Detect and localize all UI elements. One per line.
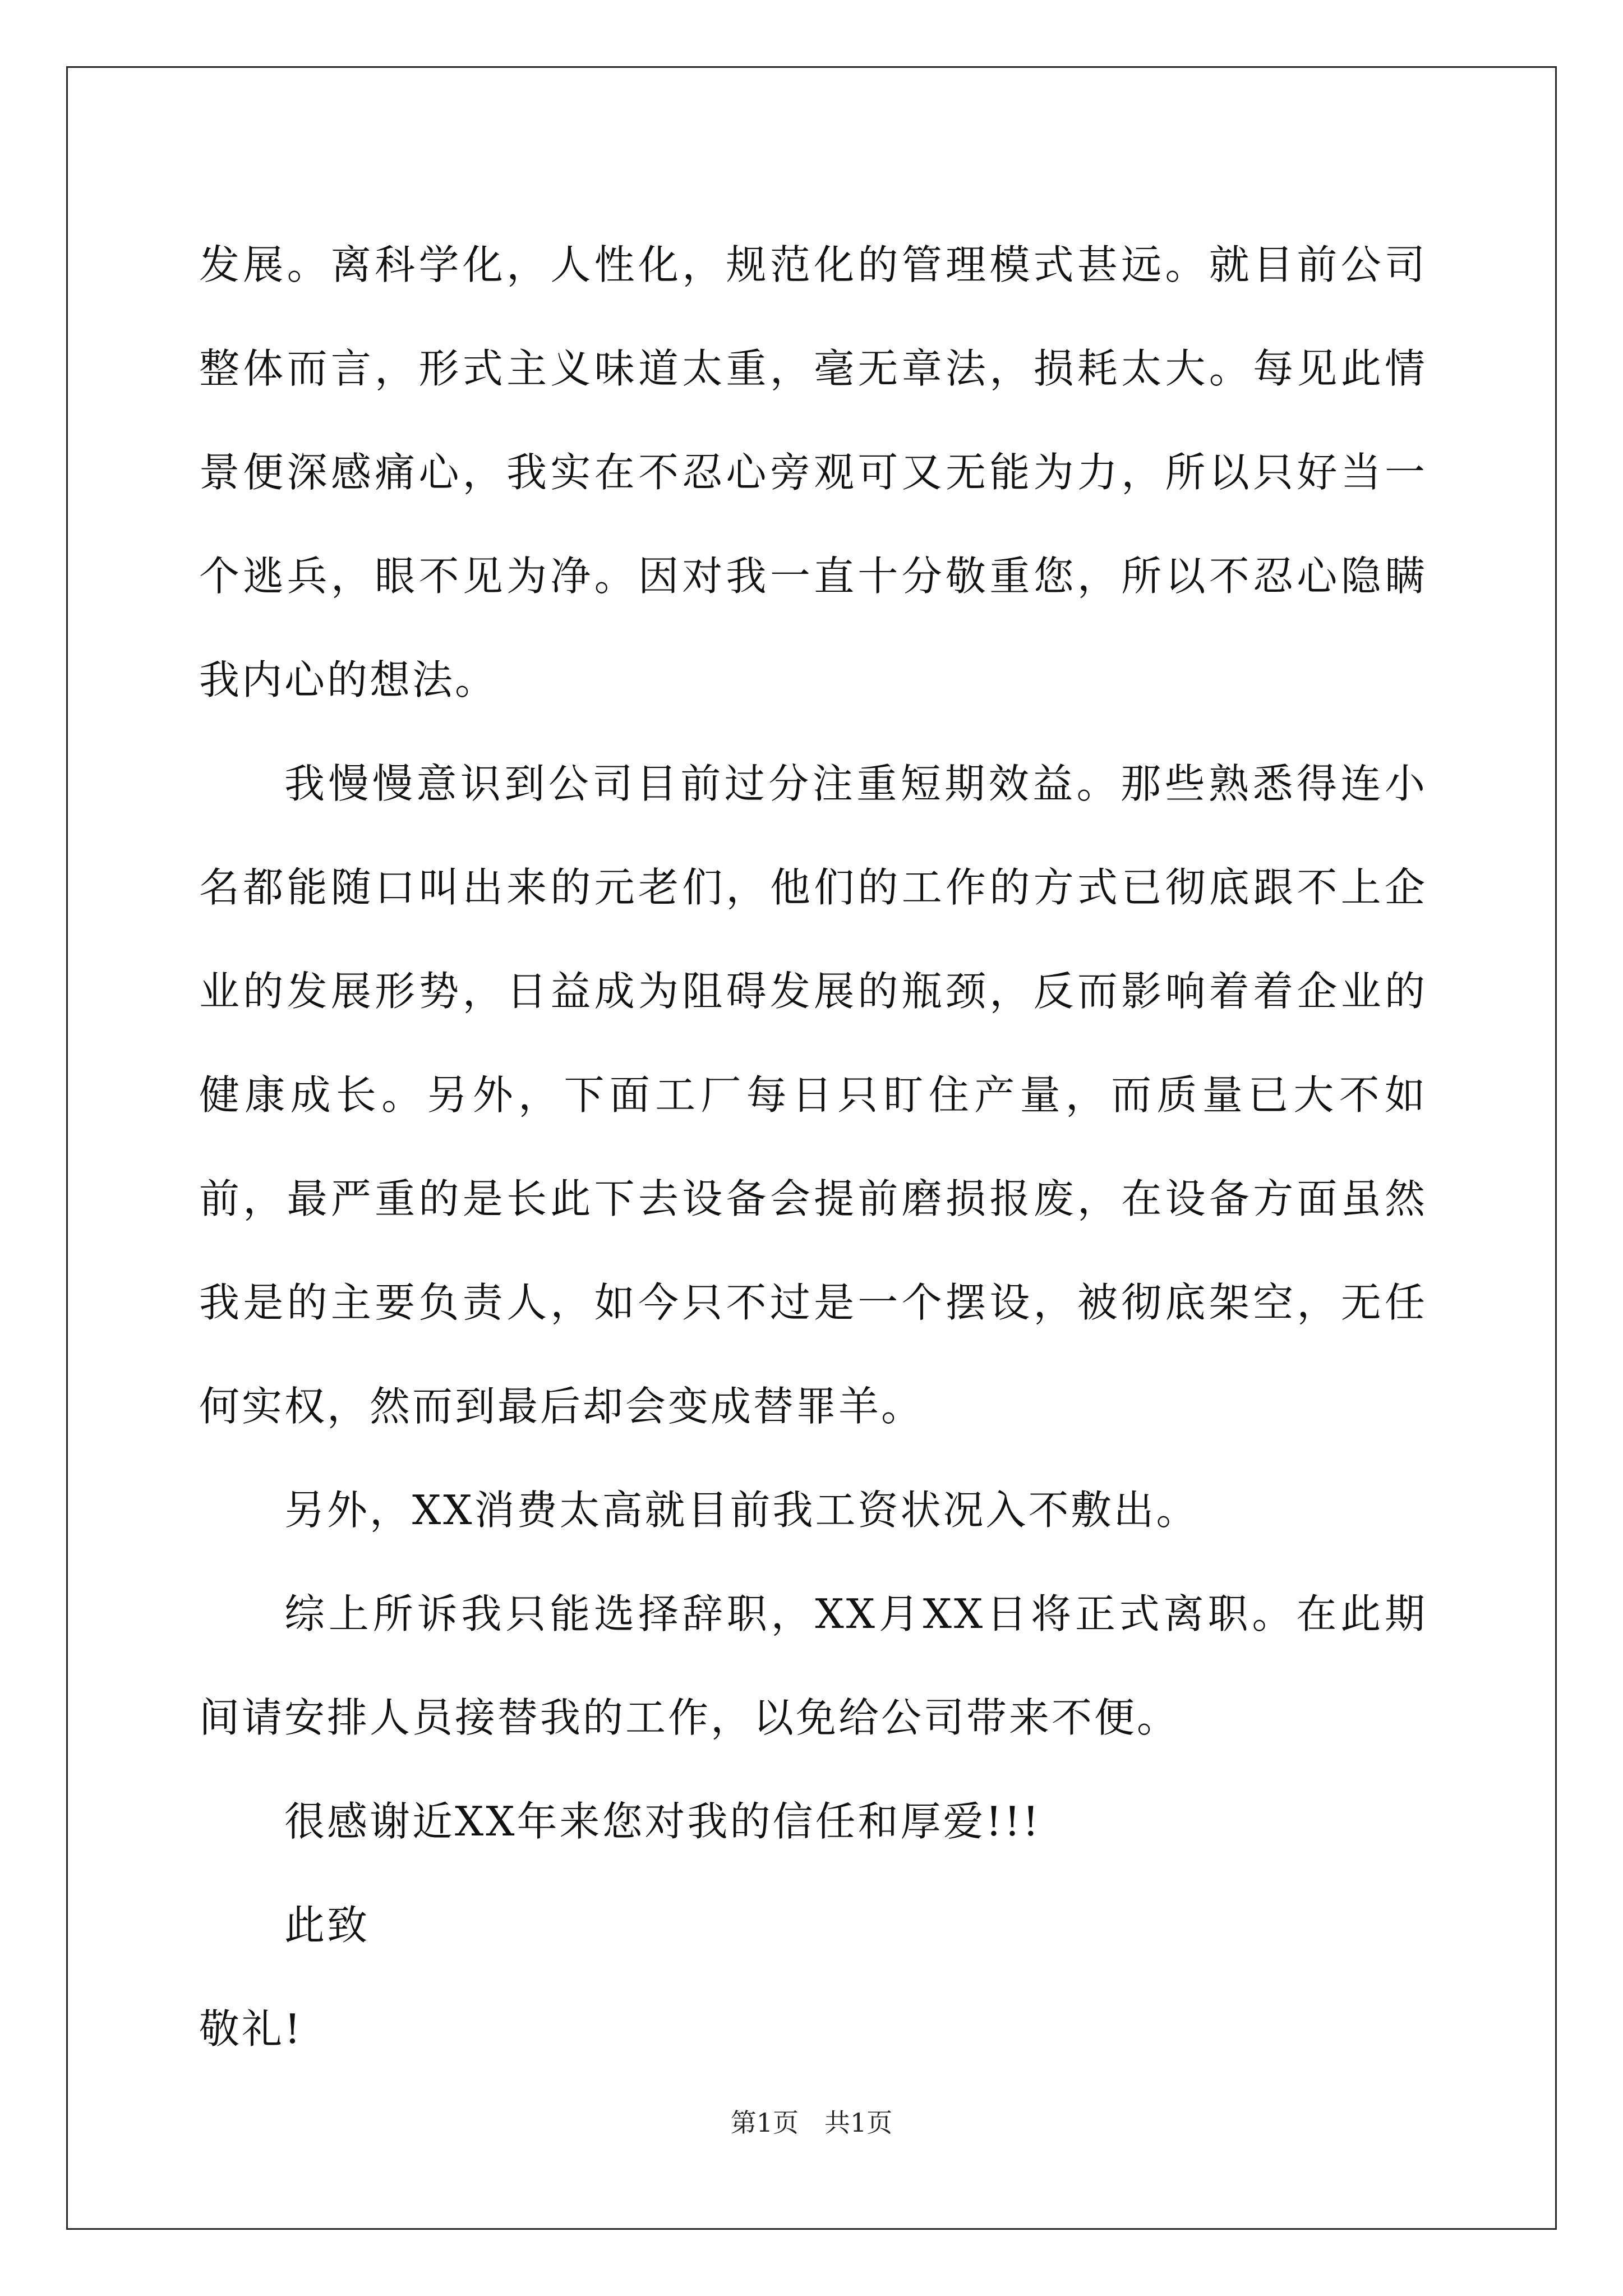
paragraph-management-critique: 发展。离科学化，人性化，规范化的管理模式甚远。就目前公司整体而言，形式主义味道太重，毫无章法，损耗太大。每见此情景便深感痛心，我实在不忍心旁观可又无能为力，所以只好当一个逃兵，眼不见为净。因对我一直十分敬重您，所以不忍心隐瞒我内心的想法。 bbox=[199, 241, 1427, 703]
page-number-footer: 第1页 共1页 bbox=[730, 2108, 893, 2138]
letter-body bbox=[199, 213, 1427, 2081]
paragraph-resignation-date: 综上所诉我只能选择辞职，XX月XX日将正式离职。在此期间请安排人员接替我的工作，以免给公司带来不便。 bbox=[199, 1590, 1427, 1741]
paragraph-short-term-focus: 我慢慢意识到公司目前过分注重短期效益。那些熟悉得连小名都能随口叫出来的元老们，他们的工作的方式已彻底跟不上企业的发展形势，日益成为阻碍发展的瓶颈，反而影响着着企业的健康成长。另外，下面工厂每日只盯住产量，而质量已大不如前，最严重的是长此下去设备会提前磨损报废，在设备方面虽然我是的主要负责人，如今只不过是一个摆设，被彻底架空，无任何实权，然而到最后却会变成替罪羊。 bbox=[199, 760, 1427, 1430]
closing-salutation: 此致 bbox=[284, 1902, 370, 1949]
closing-regards: 敬礼! bbox=[199, 2005, 303, 2053]
paragraph-cost-of-living: 另外，XX消费太高就目前我工资状况入不敷出。 bbox=[284, 1487, 1199, 1534]
paragraph-thanks: 很感谢近XX年来您对我的信任和厚爱!!! bbox=[284, 1798, 1041, 1845]
